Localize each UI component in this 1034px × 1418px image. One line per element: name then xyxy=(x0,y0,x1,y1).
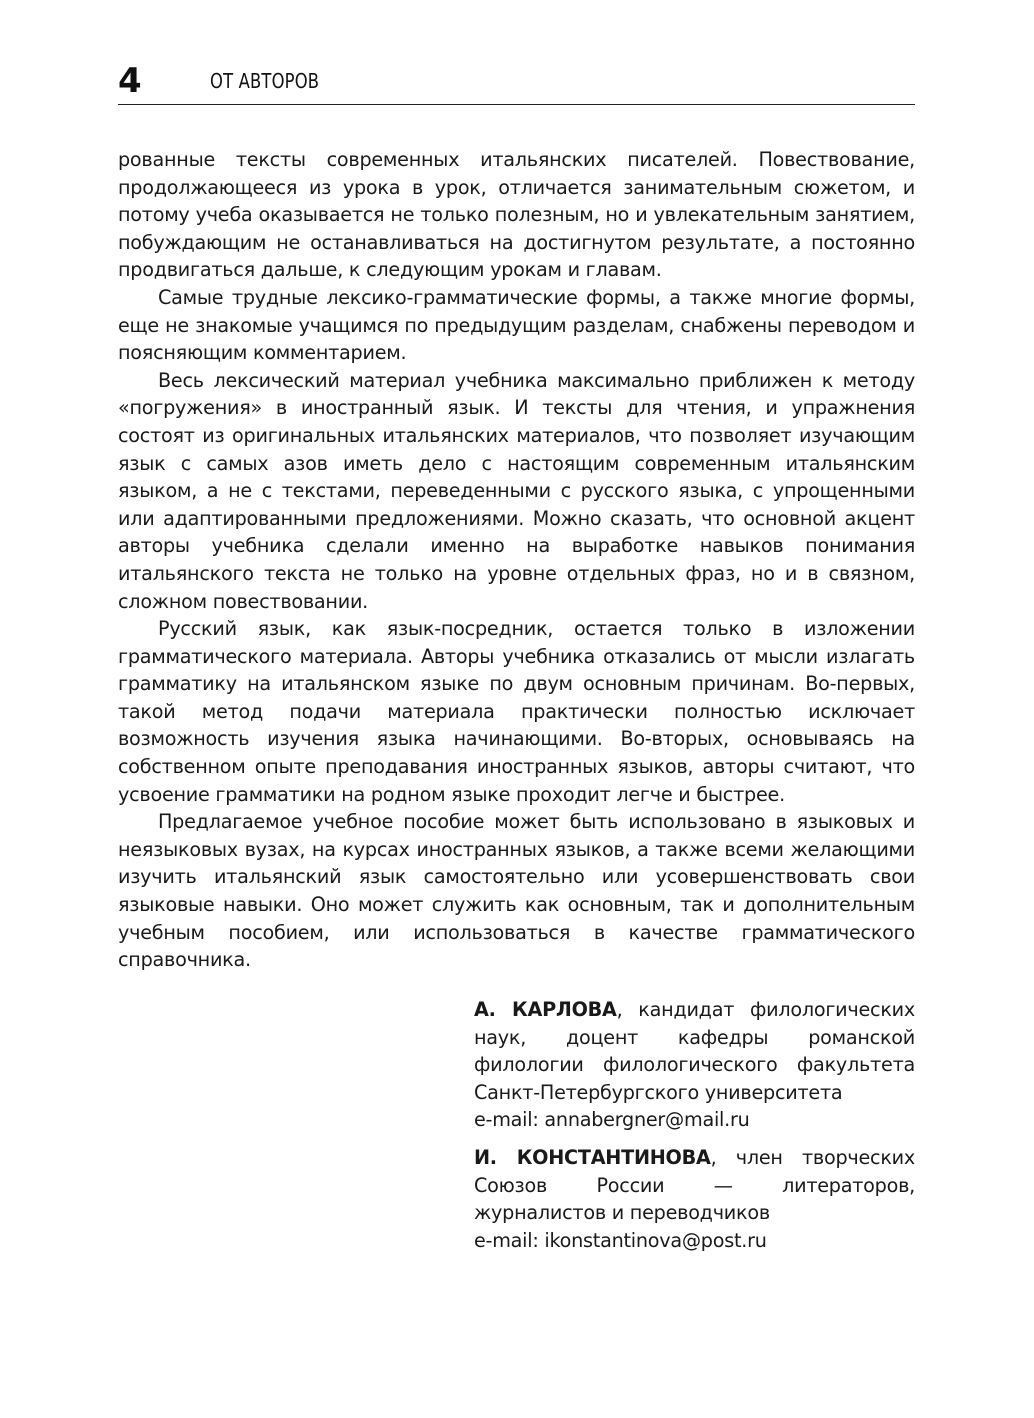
author-name: И. КОНСТАНТИНОВА xyxy=(474,1145,711,1169)
paragraph-continuation: рованные тексты современных итальянских писателей. Повествование, продолжающееся из урока в урок, отличается занимательным сюжетом, и потому учеба оказывается не только полезным, но и увлекательным занятием, побуждающим не останавливаться на достигнутом результате, а постоянно продвигаться дальше, к следующим урокам и главам. xyxy=(118,148,915,282)
paragraph-russian-language: Русский язык, как язык-посредник, остается только в изложении грамматического материала. Авторы учебника отказались от мысли излагать грамматику на итальянском языке по двум основным причинам. Во-первых, такой метод подачи материала практически полностью исключает возможность изучения языка начинающими. Во-вторых, основываясь на собственном опыте преподавания иностранных языков, авторы считают, что усвоение грамматики на родном языке проходит легче и быстрее. xyxy=(118,617,915,806)
running-title: ОТ АВТОРОВ xyxy=(210,69,320,93)
main-text xyxy=(118,146,915,974)
page-number: 4 xyxy=(118,61,142,101)
page-header xyxy=(118,58,915,105)
author-karlova xyxy=(474,996,915,1134)
author-description: , кандидат филологических наук, доцент кафедры романской филологии филологического факультета Санкт-Петербургского университета xyxy=(474,998,915,1104)
author-konstantinova xyxy=(474,1144,915,1254)
authors-section xyxy=(474,996,915,1264)
author-name: А. КАРЛОВА xyxy=(474,998,617,1021)
paragraph-target-audience: Предлагаемое учебное пособие может быть использовано в языковых и неязыковых вузах, на курсах иностранных языков, а также всеми желающими изучить итальянский язык самостоятельно или усовершенствовать свои языковые навыки. Оно может служить как основным, так и дополнительным учебным пособием, или использоваться в качестве грамматического справочника. xyxy=(118,810,915,972)
author-description: , член творческих Союзов России — литераторов, журналистов и переводчиков xyxy=(474,1145,915,1225)
author-email: e-mail: annabergner@mail.ru xyxy=(474,1108,750,1132)
paragraph-lexical-forms: Самые трудные лексико-грамматические формы, а также многие формы, еще не знакомые учащимся по предыдущим разделам, снабжены переводом и поясняющим комментарием. xyxy=(118,285,915,365)
paragraph-immersion-method: Весь лексический материал учебника максимально приближен к методу «погружения» в иностранный язык. И тексты для чтения, и упражнения состоят из оригинальных итальянских материалов, что позволяет изучающим язык с самых азов иметь дело с настоящим современным итальянским языком, а не с текстами, переведенными с русского языка, с упрощенными или адаптированными предложениями. Можно сказать, что основной акцент авторы учебника сделали именно на выработке навыков понимания итальянского текста не только на уровне отдельных фраз, но и в связном, сложном повествовании. xyxy=(118,368,915,613)
author-email: e-mail: ikonstantinova@post.ru xyxy=(474,1228,767,1252)
